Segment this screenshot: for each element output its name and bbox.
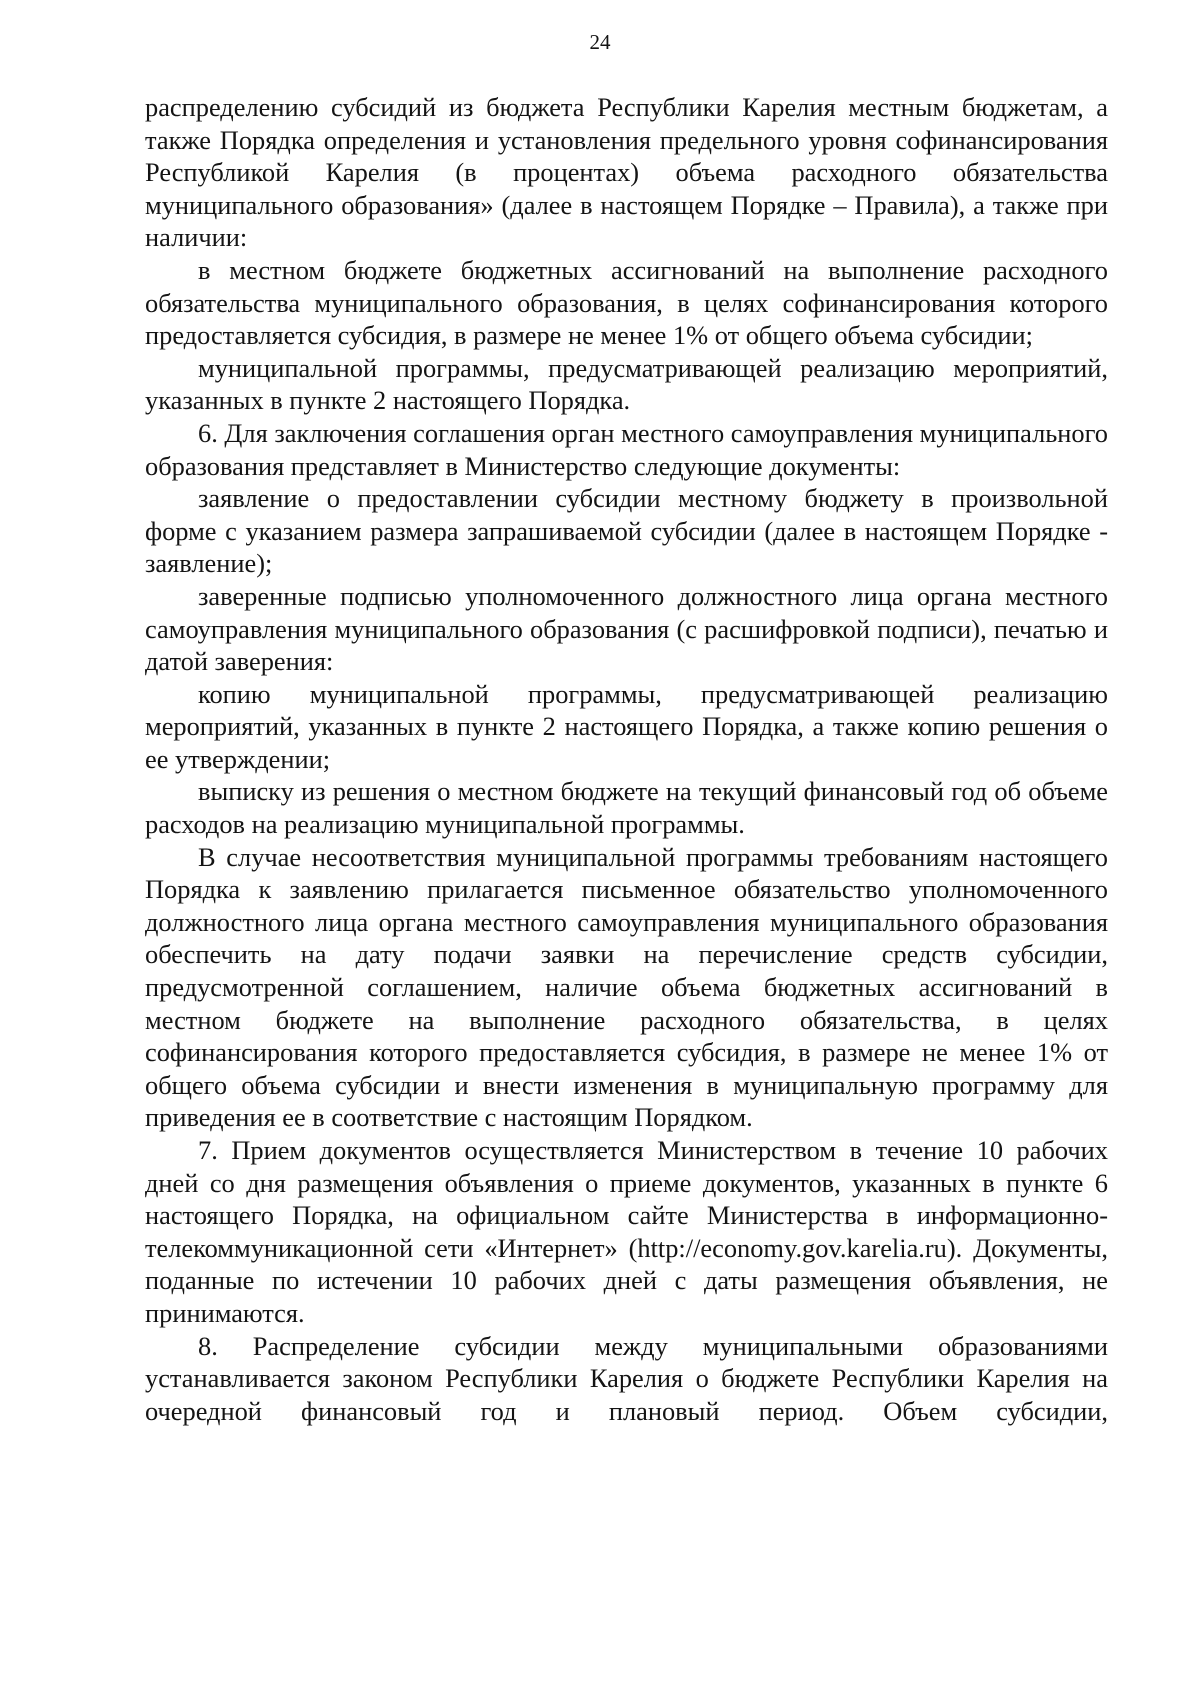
paragraph-continuation: распределению субсидий из бюджета Республики Карелия местным бюджетам, а также Порядка определения и установления предельного уровня софинансирования Республикой Карелия (в процентах) объема расходного обязательства муниципального образования» (далее в настоящем Порядке – Правила), а также при наличии: [145, 92, 1108, 253]
paragraph-budget-extract: выписку из решения о местном бюджете на текущий финансовый год об объеме расходов на реализацию муниципальной программы. [145, 776, 1108, 840]
page-number: 24 [589, 30, 611, 54]
paragraph-nonconformity: В случае несоответствия муниципальной программы требованиям настоящего Порядка к заявлению прилагается письменное обязательство уполномоченного должностного лица органа местного самоуправления муниципального образования обеспечить на дату подачи заявки на перечисление средств субсидии, предусмотренной соглашением, наличие объема бюджетных ассигнований в местном бюджете на выполнение расходного обязательства, в целях софинансирования которого предоставляется субсидия, в размере не менее 1% от общего объема субсидии и внести изменения в муниципальную программу для приведения ее в соответствие с настоящим Порядком. [145, 841, 1108, 1133]
paragraph-program-copy: копию муниципальной программы, предусматривающей реализацию мероприятий, указанных в пункте 2 настоящего Порядка, а также копию решения о ее утверждении; [145, 678, 1108, 774]
document-body [145, 91, 1108, 1427]
paragraph-item-8: 8. Распределение субсидии между муниципальными образованиями устанавливается законом Республики Карелия о бюджете Республики Карелия на очередной финансовый год и плановый период. Объем субсидии, [145, 1330, 1108, 1426]
paragraph-item-7: 7. Прием документов осуществляется Министерством в течение 10 рабочих дней со дня размещения объявления о приеме документов, указанных в пункте 6 настоящего Порядка, на официальном сайте Министерства в информационно-телекоммуникационной сети «Интернет» (http://economy.gov.karelia.ru). Документы, поданные по истечении 10 рабочих дней с даты размещения объявления, не принимаются. [145, 1135, 1108, 1328]
paragraph-municipal-program: муниципальной программы, предусматривающей реализацию мероприятий, указанных в пункте 2 настоящего Порядка. [145, 352, 1108, 416]
paragraph-budget-allocations: в местном бюджете бюджетных ассигнований на выполнение расходного обязательства муниципального образования, в целях софинансирования которого предоставляется субсидия, в размере не менее 1% от общего объема субсидии; [145, 254, 1108, 351]
paragraph-certified-documents: заверенные подписью уполномоченного должностного лица органа местного самоуправления муниципального образования (с расшифровкой подписи), печатью и датой заверения: [145, 580, 1108, 677]
paragraph-item-6: 6. Для заключения соглашения орган местного самоуправления муниципального образования представляет в Министерство следующие документы: [145, 417, 1108, 481]
paragraph-application: заявление о предоставлении субсидии местному бюджету в произвольной форме с указанием размера запрашиваемой субсидии (далее в настоящем Порядке - заявление); [145, 483, 1108, 579]
